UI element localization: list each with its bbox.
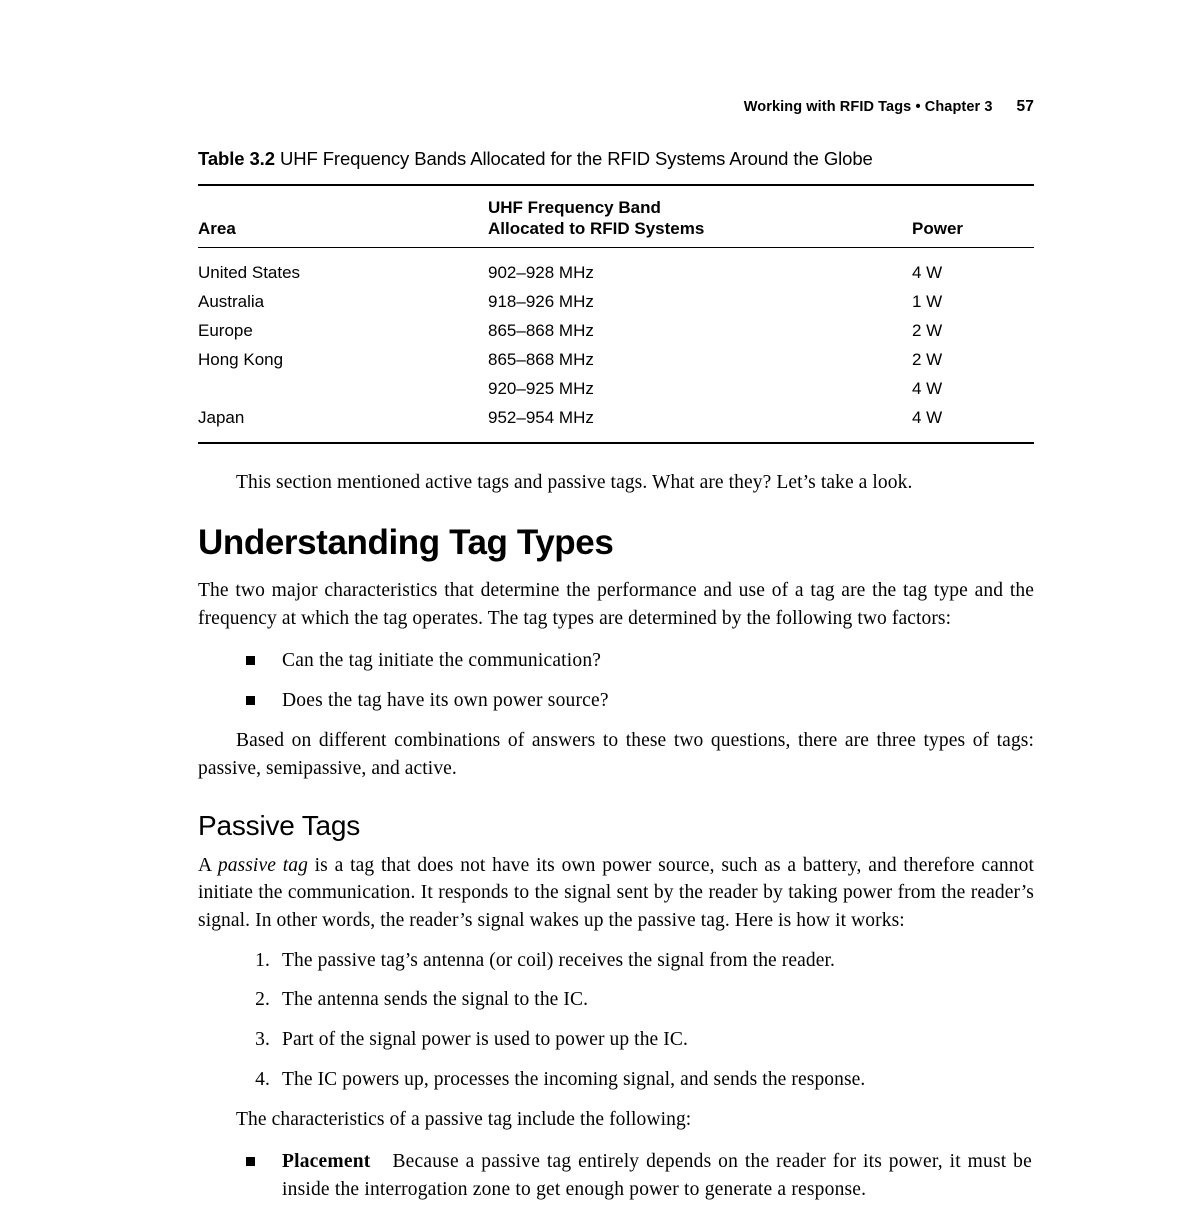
cell-area: [198, 370, 488, 399]
list-item-label: Part of the signal power is used to power up the IC.: [282, 1029, 688, 1051]
table-row: [198, 248, 1034, 283]
column-header-band: [488, 185, 912, 248]
square-bullet-icon: [246, 656, 255, 665]
table-body: [198, 248, 1034, 443]
list-item-label: The antenna sends the signal to the IC.: [282, 989, 589, 1011]
list-item: [198, 687, 1034, 715]
table-row: [198, 370, 1034, 399]
cell-band: 865–868 MHz: [488, 350, 594, 370]
heading-passive-tags: Passive Tags: [198, 809, 361, 841]
cell-band: 920–925 MHz: [488, 379, 594, 399]
list-item: [198, 1148, 1034, 1203]
passive-rest: is a tag that does not have its own power source, such as a battery, and therefore cannot initiate the communication. It responds to the signal sent by the reader by taking power from the reader’s signal. In other words, the reader’s signal wakes up the passive tag. Here is how it works:: [198, 854, 1034, 931]
factor-bullet-list: [198, 647, 1034, 714]
running-head: [198, 98, 1034, 116]
column-header-band-line2: Allocated to RFID Systems: [488, 219, 705, 239]
list-item-label: Does the tag have its own power source?: [282, 689, 609, 711]
cell-band: 902–928 MHz: [488, 248, 912, 283]
table-number: Table 3.2: [198, 148, 275, 169]
cell-area: Japan: [198, 399, 488, 443]
cell-area: Europe: [198, 321, 253, 341]
cell-power: 4 W: [912, 379, 943, 399]
list-item-number: 2.: [255, 989, 270, 1011]
cell-band: 952–954 MHz: [488, 399, 912, 443]
list-item-label: The passive tag’s antenna (or coil) receives the signal from the reader.: [282, 949, 835, 971]
passive-lead: A: [198, 854, 218, 876]
page-content: [198, 0, 1034, 1214]
table-header-row: [198, 185, 1034, 248]
list-item-number: 4.: [255, 1068, 270, 1090]
cell-power: 2 W: [912, 321, 943, 341]
paragraph-characteristics-lead: The characteristics of a passive tag include the following:: [236, 1109, 692, 1131]
cell-band: 918–926 MHz: [488, 292, 594, 312]
column-header-band-line1: UHF Frequency Band: [488, 197, 661, 217]
list-item: [198, 986, 1034, 1014]
cell-area: Hong Kong: [198, 350, 284, 370]
characteristics-list: [198, 1148, 1034, 1203]
table-title: UHF Frequency Bands Allocated for the RFID Systems Around the Globe: [274, 148, 873, 169]
intro-paragraph: This section mentioned active tags and passive tags. What are they? Let’s take a look.: [236, 471, 913, 493]
cell-power: 4 W: [912, 399, 1034, 443]
running-head-text: Working with RFID Tags • Chapter 3: [743, 99, 993, 115]
cell-power: 1 W: [912, 292, 943, 312]
table-row: [198, 283, 1034, 312]
list-item-label: Can the tag initiate the communication?: [282, 649, 602, 671]
column-header-area: Area: [198, 185, 488, 248]
table-header: [198, 185, 1034, 248]
page-number: 57: [1016, 98, 1034, 115]
paragraph-three-types: Based on different combinations of answers to these two questions, there are three types of tags: passive, semipassive, and active.: [198, 730, 1034, 779]
list-item-label: The IC powers up, processes the incoming signal, and sends the response.: [282, 1068, 866, 1090]
list-item: [198, 1026, 1034, 1054]
list-item: [198, 1066, 1034, 1094]
column-header-power: Power: [912, 185, 1034, 248]
paragraph-passive-definition: [198, 852, 1034, 935]
cell-area: United States: [198, 248, 488, 283]
list-item: [198, 947, 1034, 975]
list-item-number: 3.: [255, 1029, 270, 1051]
square-bullet-icon: [246, 696, 255, 705]
passive-steps-list: [198, 947, 1034, 1094]
characteristic-term: Placement: [282, 1151, 371, 1173]
list-item-number: 1.: [255, 949, 270, 971]
cell-band: 865–868 MHz: [488, 321, 594, 341]
heading-understanding-tag-types: Understanding Tag Types: [198, 523, 614, 563]
cell-area: Australia: [198, 292, 265, 312]
table-row: [198, 341, 1034, 370]
square-bullet-icon: [246, 1157, 255, 1166]
cell-power: 2 W: [912, 350, 943, 370]
table-caption: [198, 146, 1034, 172]
paragraph-tag-type-factors: The two major characteristics that determine the performance and use of a tag are the tag type and the frequency at which the tag operates. The tag types are determined by the following two factors:: [198, 580, 1034, 630]
cell-power: 4 W: [912, 248, 1034, 283]
table-row: [198, 399, 1034, 443]
list-item: [198, 647, 1034, 675]
characteristic-text: Because a passive tag entirely depends on the reader for its power, it must be inside the interrogation zone to get enough power to generate a response.: [282, 1151, 1032, 1200]
table-row: [198, 312, 1034, 341]
uhf-frequency-table: [198, 184, 1034, 444]
passive-term-italic: passive tag: [217, 854, 308, 876]
